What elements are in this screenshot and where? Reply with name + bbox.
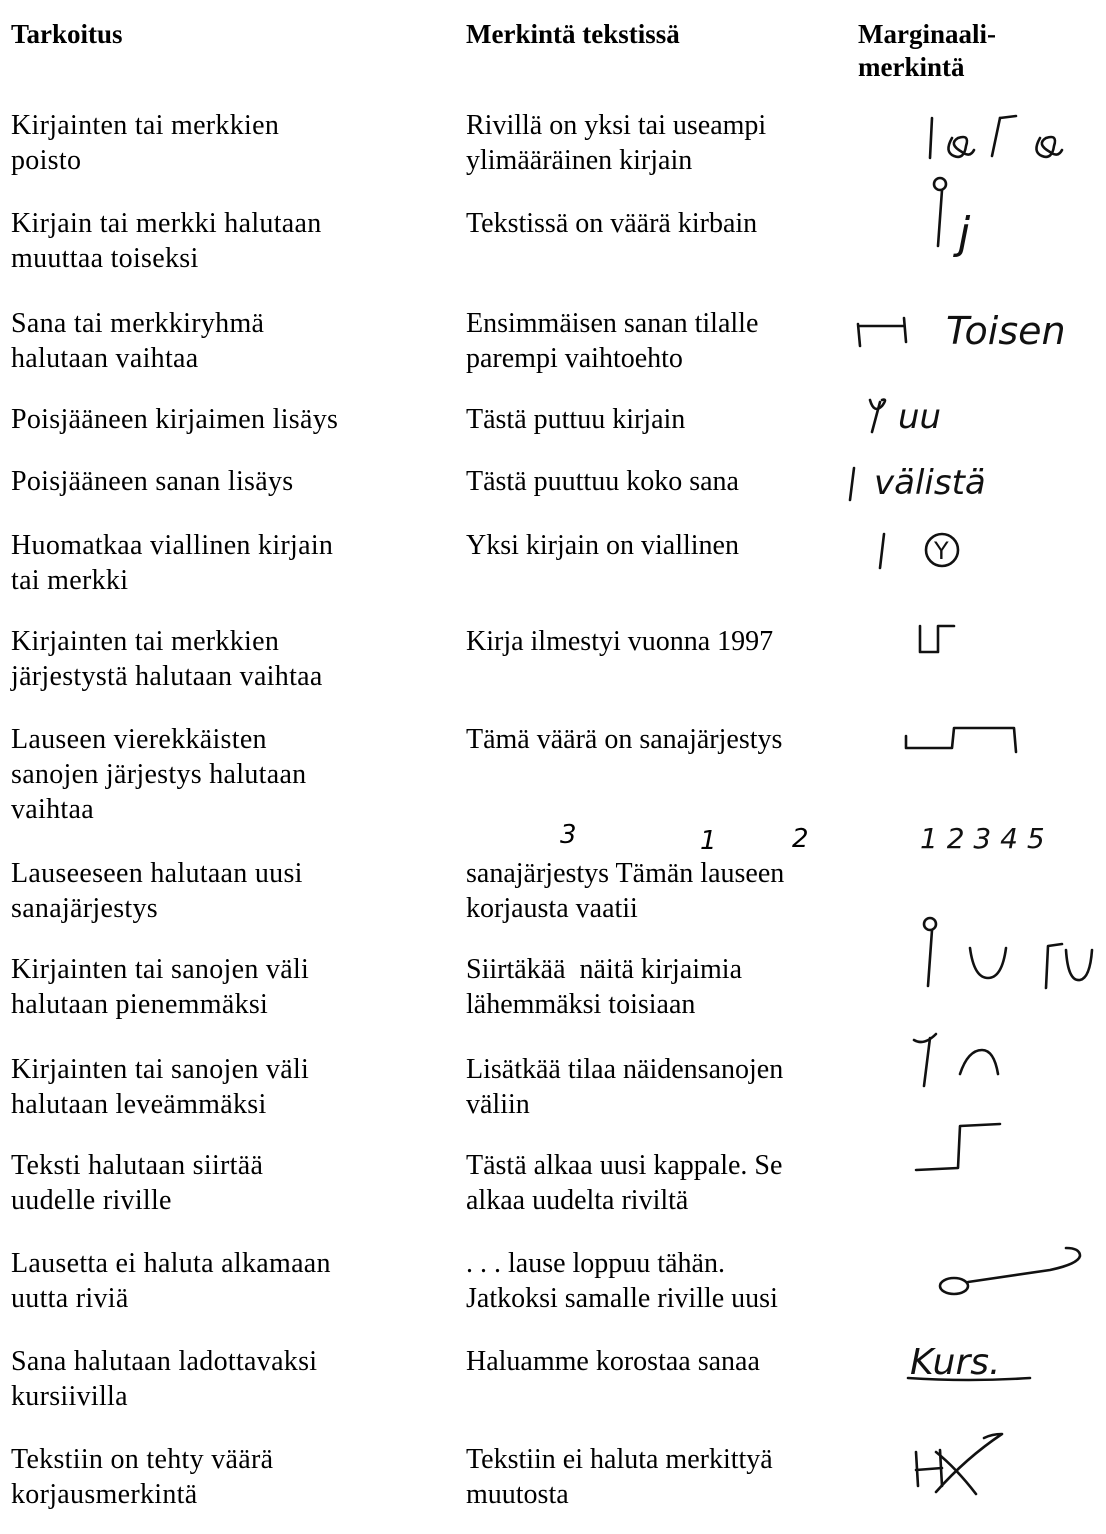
column-header-margin-mark-line1: Marginaali-: [858, 19, 996, 49]
column-header-margin-mark-line2: merkintä: [858, 52, 965, 82]
purpose-cell: Lauseen vierekkäisten sanojen järjestys halutaan vaihtaa: [11, 724, 307, 825]
purpose-cell: Lausetta ei haluta alkamaan uutta riviä: [11, 1248, 331, 1314]
example-cell: Lisätkää tilaa näidensanojen väliin: [466, 1054, 784, 1120]
italic-mark-icon: [850, 1334, 1106, 1424]
replace-word-mark-icon: [850, 296, 1106, 386]
purpose-cell: Poisjääneen kirjaimen lisäys: [11, 404, 339, 435]
reduce-space-mark-icon: [850, 942, 1106, 1032]
example-cell: Tästä puttuu kirjain: [466, 404, 686, 435]
example-cell: Tämä väärä on sanajärjestys: [466, 724, 783, 755]
example-cell: Tästä alkaa uusi kappale. Se alkaa uudelta riviltä: [466, 1150, 783, 1216]
purpose-cell: Kirjainten tai sanojen väli halutaan pienemmäksi: [11, 954, 310, 1020]
example-cell: . . . lause loppuu tähän. Jatkoksi samalle riville uusi: [466, 1248, 778, 1314]
transpose-words-mark-icon: [850, 712, 1106, 802]
example-cell: Tästä puuttuu koko sana: [466, 466, 739, 497]
purpose-cell: Kirjainten tai merkkien poisto: [11, 110, 280, 176]
margin-insert-text: uu: [898, 397, 942, 437]
margin-replacement-text: Toisen: [946, 309, 1066, 353]
margin-circled-letter: Y: [934, 537, 949, 565]
new-line-mark-icon: [850, 1138, 1106, 1228]
purpose-cell: Huomatkaa viallinen kirjain tai merkki: [11, 530, 334, 596]
purpose-cell: Kirjainten tai sanojen väli halutaan leveämmäksi: [11, 1054, 310, 1120]
order-number-1: 1: [700, 826, 717, 856]
reorder-mark-icon: [850, 822, 1106, 936]
example-cell: Siirtäkää näitä kirjaimia lähemmäksi toisiaan: [466, 954, 743, 1020]
delete-mark-icon: [850, 98, 1106, 188]
cancel-correction-mark-icon: [850, 1432, 1106, 1522]
purpose-cell: Kirjainten tai merkkien järjestystä halutaan vaihtaa: [11, 626, 323, 692]
example-cell: Kirja ilmestyi vuonna 1997: [466, 626, 774, 657]
margin-order-numbers: 1 2 3 4 5: [920, 822, 1045, 855]
purpose-cell: Lauseeseen halutaan uusi sanajärjestys: [11, 858, 303, 924]
increase-space-mark-icon: [850, 1042, 1106, 1132]
purpose-cell: Sana halutaan ladottavaksi kursiivilla: [11, 1346, 318, 1412]
example-cell: Ensimmäisen sanan tilalle parempi vaihtoehto: [466, 308, 759, 374]
example-cell: Haluamme korostaa sanaa: [466, 1346, 760, 1377]
run-on-mark-icon: [850, 1236, 1106, 1326]
example-cell: Tekstiin ei haluta merkittyä muutosta: [466, 1444, 773, 1510]
defective-letter-mark-icon: [850, 518, 1106, 608]
order-number-2: 2: [792, 824, 809, 854]
purpose-cell: Kirjain tai merkki halutaan muuttaa toiseksi: [11, 208, 322, 274]
transpose-letters-mark-icon: [850, 614, 1106, 704]
column-header-purpose: Tarkoitus: [11, 19, 123, 49]
column-header-margin-mark: [858, 18, 996, 84]
purpose-cell: Tekstiin on tehty väärä korjausmerkintä: [11, 1444, 274, 1510]
example-cell: Yksi kirjain on viallinen: [466, 530, 739, 561]
margin-insert-text: välistä: [874, 463, 986, 503]
example-cell: sanajärjestys Tämän lauseen korjausta vaatii: [466, 858, 785, 924]
column-header-text-mark: Merkintä tekstissä: [466, 19, 680, 49]
margin-italic-text: Kurs.: [910, 1342, 1001, 1383]
order-number-3: 3: [560, 820, 577, 850]
purpose-cell: Poisjääneen sanan lisäys: [11, 466, 294, 497]
purpose-cell: Sana tai merkkiryhmä halutaan vaihtaa: [11, 308, 265, 374]
purpose-cell: Teksti halutaan siirtää uudelle riville: [11, 1150, 264, 1216]
example-cell: Tekstissä on väärä kirbain: [466, 208, 758, 239]
margin-replacement-text: j: [958, 208, 971, 259]
replace-letter-mark-icon: [850, 196, 1106, 286]
example-cell: Rivillä on yksi tai useampi ylimääräinen kirjain: [466, 110, 767, 176]
